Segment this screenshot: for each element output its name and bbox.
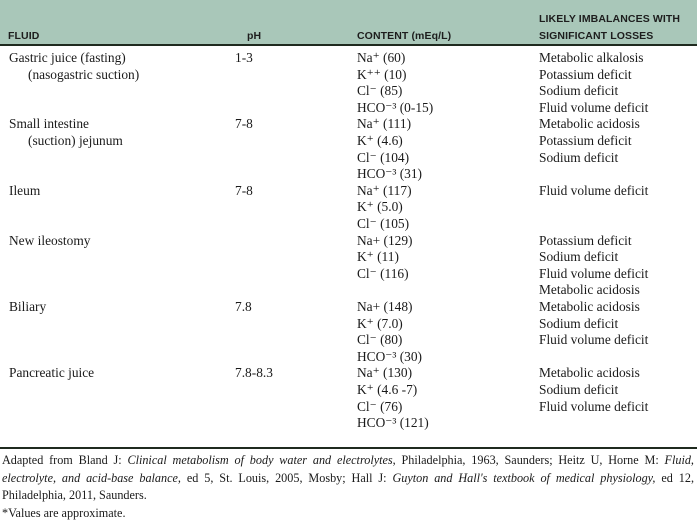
imbalances-cell xyxy=(539,299,648,349)
fluid-cell-line: Gastric juice (fasting) xyxy=(9,50,139,67)
fluid-cell-line: Ileum xyxy=(9,183,40,200)
fluid-cell-line: Small intestine xyxy=(9,116,123,133)
ph-cell: 7-8 xyxy=(235,116,253,133)
fluid-cell xyxy=(9,116,123,149)
citation-title: Guyton and Hall's textbook of medical physiology, xyxy=(392,471,655,485)
content-cell-line: K⁺⁺ (10) xyxy=(357,67,433,84)
content-cell xyxy=(357,183,412,233)
content-cell-line: K⁺ (4.6 -7) xyxy=(357,382,429,399)
content-cell xyxy=(357,299,422,365)
ph-cell: 7.8 xyxy=(235,299,252,316)
ph-cell: 1-3 xyxy=(235,50,253,67)
fluid-cell xyxy=(9,299,46,316)
table-footnote xyxy=(2,452,694,522)
content-cell-line: HCO⁻³ (121) xyxy=(357,415,429,432)
column-header-imbalances-line2: SIGNIFICANT LOSSES xyxy=(539,28,680,45)
imbalances-cell xyxy=(539,183,648,200)
ph-cell: 7.8-8.3 xyxy=(235,365,273,382)
column-header-content: CONTENT (mEq/L) xyxy=(357,28,451,45)
imbalances-cell-line: Fluid volume deficit xyxy=(539,399,648,416)
content-cell-line: Cl⁻ (80) xyxy=(357,332,422,349)
fluid-cell-line: Pancreatic juice xyxy=(9,365,94,382)
citation-text: ed 12, Philadelphia, 2011, Saunders. xyxy=(2,471,694,503)
content-cell-line: Cl⁻ (85) xyxy=(357,83,433,100)
content-cell xyxy=(357,233,413,283)
content-cell-line: Na+ (148) xyxy=(357,299,422,316)
content-cell-line: Cl⁻ (116) xyxy=(357,266,413,283)
imbalances-cell-line: Fluid volume deficit xyxy=(539,183,648,200)
imbalances-cell-line: Metabolic acidosis xyxy=(539,299,648,316)
imbalances-cell xyxy=(539,50,648,116)
citation-title: Fluid, electrolyte, and acid-base balance, xyxy=(2,453,694,485)
content-cell-line: Cl⁻ (104) xyxy=(357,150,422,167)
imbalances-cell-line: Metabolic acidosis xyxy=(539,365,648,382)
ph-cell: 7-8 xyxy=(235,183,253,200)
content-cell-line: Na⁺ (130) xyxy=(357,365,429,382)
header-divider xyxy=(0,44,697,46)
citation-text: Adapted from Bland J: xyxy=(2,453,127,467)
imbalances-cell-line: Fluid volume deficit xyxy=(539,332,648,349)
source-citation xyxy=(2,452,694,505)
citation-title: Clinical metabolism of body water and electrolytes xyxy=(127,453,392,467)
content-cell-line: K⁺ (7.0) xyxy=(357,316,422,333)
imbalances-cell-line: Potassium deficit xyxy=(539,67,648,84)
imbalances-cell-line: Sodium deficit xyxy=(539,316,648,333)
content-cell-line: K⁺ (11) xyxy=(357,249,413,266)
content-cell-line: Na⁺ (111) xyxy=(357,116,422,133)
fluid-cell-line: (suction) jejunum xyxy=(9,133,123,150)
column-header-imbalances-line1: LIKELY IMBALANCES WITH xyxy=(539,11,680,28)
fluid-cell-line: New ileostomy xyxy=(9,233,90,250)
content-cell-line: Na+ (129) xyxy=(357,233,413,250)
imbalances-cell xyxy=(539,233,648,299)
content-cell xyxy=(357,50,433,116)
imbalances-cell-line: Sodium deficit xyxy=(539,382,648,399)
table-header xyxy=(0,0,697,44)
content-cell-line: Na⁺ (117) xyxy=(357,183,412,200)
imbalances-cell-line: Potassium deficit xyxy=(539,133,640,150)
imbalances-cell-line: Metabolic acidosis xyxy=(539,282,648,299)
content-cell-line: K⁺ (5.0) xyxy=(357,199,412,216)
content-cell-line: HCO⁻³ (0-15) xyxy=(357,100,433,117)
imbalances-cell-line: Fluid volume deficit xyxy=(539,266,648,283)
column-header-ph: pH xyxy=(247,28,261,45)
content-cell-line: HCO⁻³ (31) xyxy=(357,166,422,183)
fluid-cell-line: Biliary xyxy=(9,299,46,316)
fluid-cell xyxy=(9,365,94,382)
content-cell-line: Cl⁻ (105) xyxy=(357,216,412,233)
fluid-cell xyxy=(9,183,40,200)
content-cell xyxy=(357,365,429,431)
imbalances-cell-line: Metabolic acidosis xyxy=(539,116,640,133)
citation-text: ed 5, St. Louis, 2005, Mosby; Hall J: xyxy=(181,471,392,485)
imbalances-cell-line: Sodium deficit xyxy=(539,83,648,100)
fluid-cell-line: (nasogastric suction) xyxy=(9,67,139,84)
content-cell-line: K⁺ (4.6) xyxy=(357,133,422,150)
column-header-fluid: FLUID xyxy=(8,28,39,45)
imbalances-cell-line: Potassium deficit xyxy=(539,233,648,250)
imbalances-cell-line: Metabolic alkalosis xyxy=(539,50,648,67)
fluid-cell xyxy=(9,50,139,83)
citation-text: , Philadelphia, 1963, Saunders; Heitz U, Horne M: xyxy=(393,453,665,467)
column-header-imbalances xyxy=(539,11,680,45)
imbalances-cell xyxy=(539,365,648,415)
content-cell-line: Na⁺ (60) xyxy=(357,50,433,67)
footer-divider xyxy=(0,447,697,449)
fluid-cell xyxy=(9,233,90,250)
content-cell xyxy=(357,116,422,182)
imbalances-cell-line: Fluid volume deficit xyxy=(539,100,648,117)
content-cell-line: Cl⁻ (76) xyxy=(357,399,429,416)
imbalances-cell xyxy=(539,116,640,166)
imbalances-cell-line: Sodium deficit xyxy=(539,249,648,266)
imbalances-cell-line: Sodium deficit xyxy=(539,150,640,167)
values-note: *Values are approximate. xyxy=(2,505,694,522)
content-cell-line: HCO⁻³ (30) xyxy=(357,349,422,366)
